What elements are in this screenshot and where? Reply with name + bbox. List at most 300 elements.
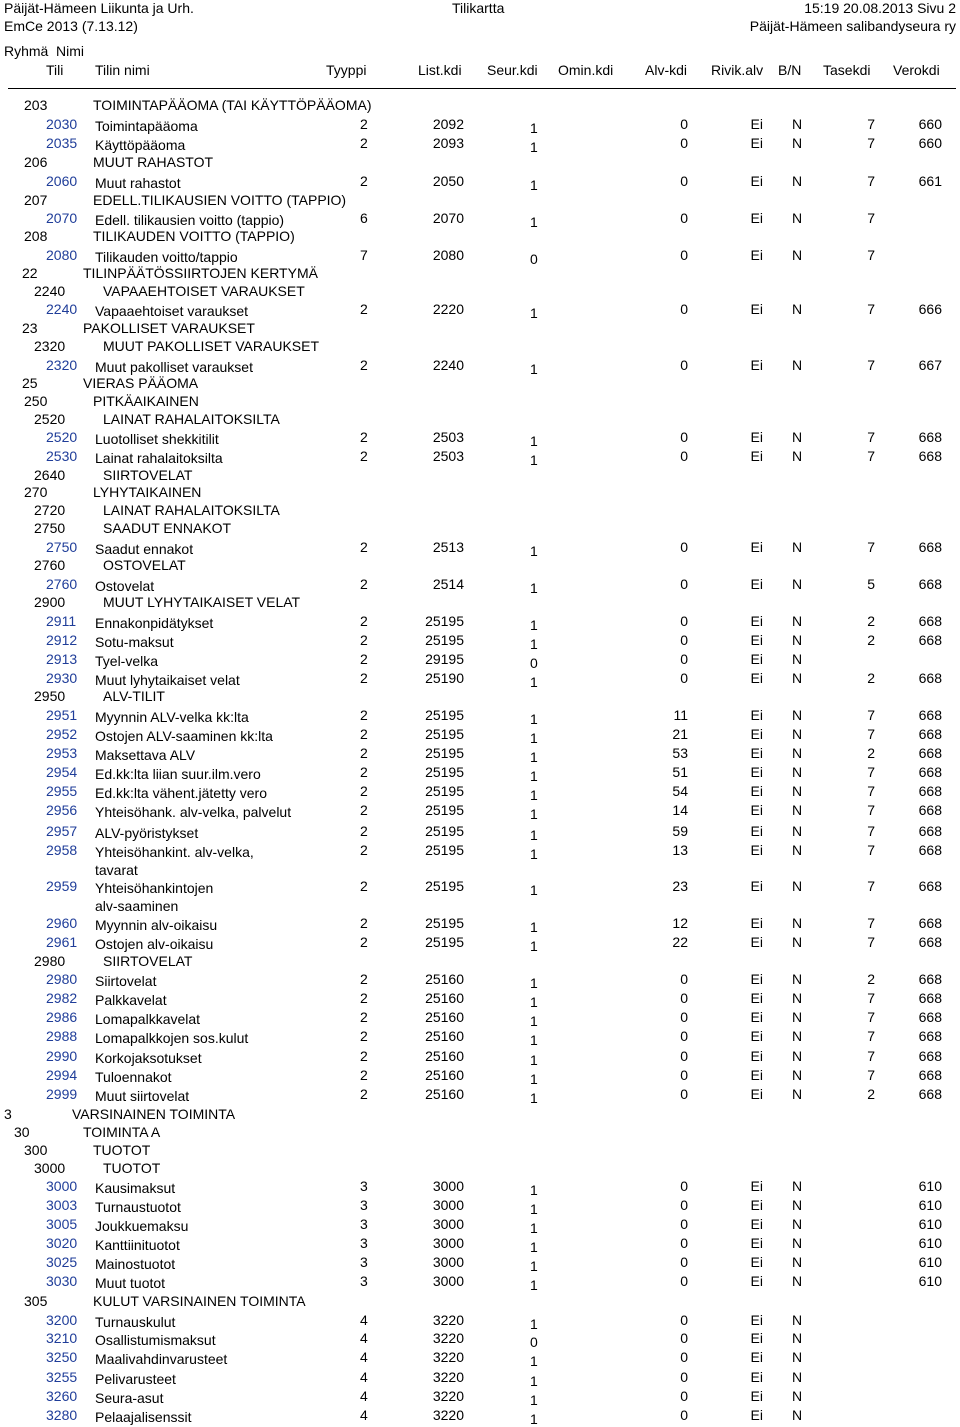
next-code: 1 bbox=[530, 1052, 538, 1068]
account-code: 2750 bbox=[46, 539, 78, 555]
account-code: 3210 bbox=[46, 1330, 78, 1346]
balance-code: 2 bbox=[867, 632, 875, 648]
account-type: 2 bbox=[360, 990, 368, 1006]
vat-code: Ei bbox=[750, 707, 763, 723]
account-type: 2 bbox=[360, 1086, 368, 1102]
bn-flag: N bbox=[792, 1407, 803, 1423]
group-row bbox=[0, 265, 960, 284]
account-type: 4 bbox=[360, 1349, 368, 1365]
own-code: 0 bbox=[680, 1369, 688, 1385]
next-code: 1 bbox=[530, 749, 538, 765]
list-code: 29195 bbox=[425, 651, 464, 667]
list-code: 25160 bbox=[425, 1086, 464, 1102]
account-row bbox=[0, 1273, 960, 1292]
next-code: 1 bbox=[530, 1220, 538, 1236]
group-code: 25 bbox=[22, 375, 38, 391]
vat-code: Ei bbox=[750, 1067, 763, 1083]
bn-flag: N bbox=[792, 1178, 803, 1194]
account-code: 2530 bbox=[46, 448, 78, 464]
bn-flag: N bbox=[792, 301, 803, 317]
group-name: TOIMINTAPÄÄOMA (TAI KÄYTTÖPÄÄOMA) bbox=[93, 97, 372, 113]
account-name: Muut lyhytaikaiset velat bbox=[95, 672, 240, 688]
account-name: Turnaustuotot bbox=[95, 1199, 181, 1215]
vat-code: Ei bbox=[750, 210, 763, 226]
group-row bbox=[0, 953, 960, 972]
next-code: 1 bbox=[530, 580, 538, 596]
account-code: 2913 bbox=[46, 651, 78, 667]
balance-code: 7 bbox=[867, 210, 875, 226]
group-name: EDELL.TILIKAUSIEN VOITTO (TAPPIO) bbox=[93, 192, 347, 208]
account-name: Edell. tilikausien voitto (tappio) bbox=[95, 212, 285, 228]
balance-code: 7 bbox=[867, 915, 875, 931]
own-code: 0 bbox=[680, 670, 688, 686]
next-code: 1 bbox=[530, 120, 538, 136]
account-name: Myynnin ALV-velka kk:lta bbox=[95, 709, 249, 725]
next-code: 1 bbox=[530, 305, 538, 321]
next-code: 1 bbox=[530, 1258, 538, 1274]
balance-code: 7 bbox=[867, 934, 875, 950]
next-code: 1 bbox=[530, 1277, 538, 1293]
account-type: 2 bbox=[360, 1067, 368, 1083]
bn-flag: N bbox=[792, 1028, 803, 1044]
bn-flag: N bbox=[792, 1086, 803, 1102]
account-name: Tyel-velka bbox=[95, 653, 159, 669]
bn-flag: N bbox=[792, 1388, 803, 1404]
col-alv-kdi: Alv-kdi bbox=[645, 62, 688, 78]
tax-code: 668 bbox=[918, 707, 942, 723]
account-row bbox=[0, 247, 960, 266]
account-type: 3 bbox=[360, 1273, 368, 1289]
vat-code: Ei bbox=[750, 823, 763, 839]
account-code: 2994 bbox=[46, 1067, 78, 1083]
own-code: 0 bbox=[680, 1048, 688, 1064]
vat-code: Ei bbox=[750, 448, 763, 464]
account-row bbox=[0, 726, 960, 745]
account-row bbox=[0, 842, 960, 878]
tax-code: 668 bbox=[918, 576, 942, 592]
group-name: SIIRTOVELAT bbox=[103, 953, 193, 969]
bn-flag: N bbox=[792, 915, 803, 931]
bn-flag: N bbox=[792, 613, 803, 629]
bn-flag: N bbox=[792, 1330, 803, 1346]
vat-code: Ei bbox=[750, 301, 763, 317]
own-code: 0 bbox=[680, 1086, 688, 1102]
account-code: 2930 bbox=[46, 670, 78, 686]
group-code: 2320 bbox=[34, 338, 66, 354]
own-code: 54 bbox=[672, 783, 688, 799]
group-code: 270 bbox=[24, 484, 48, 500]
tax-code: 610 bbox=[918, 1273, 942, 1289]
balance-code: 7 bbox=[867, 764, 875, 780]
balance-code: 7 bbox=[867, 1028, 875, 1044]
own-code: 0 bbox=[680, 1009, 688, 1025]
own-code: 59 bbox=[672, 823, 688, 839]
account-type: 2 bbox=[360, 173, 368, 189]
account-name: Muut tuotot bbox=[95, 1275, 166, 1291]
group-code: 23 bbox=[22, 320, 38, 336]
account-type: 3 bbox=[360, 1235, 368, 1251]
account-row bbox=[0, 1235, 960, 1254]
account-code: 2952 bbox=[46, 726, 78, 742]
next-code: 0 bbox=[530, 655, 538, 671]
account-type: 2 bbox=[360, 934, 368, 950]
account-type: 2 bbox=[360, 802, 368, 818]
bn-flag: N bbox=[792, 1349, 803, 1365]
account-type: 3 bbox=[360, 1197, 368, 1213]
next-code: 0 bbox=[530, 1334, 538, 1350]
account-type: 2 bbox=[360, 576, 368, 592]
vat-code: Ei bbox=[750, 429, 763, 445]
own-code: 0 bbox=[680, 539, 688, 555]
tax-code: 668 bbox=[918, 878, 942, 894]
account-row bbox=[0, 670, 960, 689]
list-code: 25195 bbox=[425, 726, 464, 742]
group-name: LAINAT RAHALAITOKSILTA bbox=[103, 411, 280, 427]
bn-flag: N bbox=[792, 1197, 803, 1213]
balance-code: 2 bbox=[867, 745, 875, 761]
account-name: Muut pakolliset varaukset bbox=[95, 359, 253, 375]
vat-code: Ei bbox=[750, 1028, 763, 1044]
own-code: 0 bbox=[680, 210, 688, 226]
next-code: 1 bbox=[530, 543, 538, 559]
account-type: 2 bbox=[360, 116, 368, 132]
account-code: 2912 bbox=[46, 632, 78, 648]
own-code: 0 bbox=[680, 632, 688, 648]
list-code: 3220 bbox=[432, 1312, 464, 1328]
account-name: Luotolliset shekkitilit bbox=[95, 431, 219, 447]
organization-name: Päijät-Hämeen Liikunta ja Urh. bbox=[4, 0, 194, 16]
next-code: 1 bbox=[530, 846, 538, 862]
own-code: 0 bbox=[680, 1178, 688, 1194]
account-code: 2035 bbox=[46, 135, 78, 151]
own-code: 22 bbox=[672, 934, 688, 950]
bn-flag: N bbox=[792, 173, 803, 189]
balance-code: 2 bbox=[867, 1086, 875, 1102]
list-code: 3000 bbox=[432, 1254, 464, 1270]
group-name: SAADUT ENNAKOT bbox=[103, 520, 232, 536]
software-version: EmCe 2013 (7.13.12) bbox=[4, 18, 138, 34]
tax-code: 668 bbox=[918, 783, 942, 799]
bn-flag: N bbox=[792, 670, 803, 686]
bn-flag: N bbox=[792, 632, 803, 648]
tax-code: 668 bbox=[918, 632, 942, 648]
account-code: 2030 bbox=[46, 116, 78, 132]
account-type: 4 bbox=[360, 1312, 368, 1328]
account-row bbox=[0, 1197, 960, 1216]
account-type: 2 bbox=[360, 301, 368, 317]
balance-code: 7 bbox=[867, 707, 875, 723]
group-code: 3 bbox=[4, 1106, 12, 1122]
group-name: MUUT PAKOLLISET VARAUKSET bbox=[103, 338, 320, 354]
group-row bbox=[0, 393, 960, 412]
list-code: 2513 bbox=[432, 539, 464, 555]
account-name: Lomapalkkavelat bbox=[95, 1011, 201, 1027]
account-code: 2955 bbox=[46, 783, 78, 799]
balance-code: 7 bbox=[867, 429, 875, 445]
list-code: 2093 bbox=[432, 135, 464, 151]
account-code: 2959 bbox=[46, 878, 78, 894]
account-code: 2240 bbox=[46, 301, 78, 317]
account-code: 2982 bbox=[46, 990, 78, 1006]
account-name: Yhteisöhank. alv-velka, palvelut bbox=[95, 804, 292, 820]
list-code: 25160 bbox=[425, 990, 464, 1006]
own-code: 0 bbox=[680, 1254, 688, 1270]
list-code: 2514 bbox=[432, 576, 464, 592]
account-code: 2080 bbox=[46, 247, 78, 263]
list-code: 2080 bbox=[432, 247, 464, 263]
balance-code: 7 bbox=[867, 539, 875, 555]
own-code: 0 bbox=[680, 429, 688, 445]
own-code: 0 bbox=[680, 135, 688, 151]
account-type: 3 bbox=[360, 1178, 368, 1194]
bn-flag: N bbox=[792, 539, 803, 555]
account-code: 2986 bbox=[46, 1009, 78, 1025]
own-code: 0 bbox=[680, 1216, 688, 1232]
tax-code: 668 bbox=[918, 745, 942, 761]
own-code: 0 bbox=[680, 1407, 688, 1423]
tax-code: 610 bbox=[918, 1216, 942, 1232]
next-code: 1 bbox=[530, 938, 538, 954]
group-code: 2520 bbox=[34, 411, 66, 427]
next-code: 1 bbox=[530, 768, 538, 784]
tax-code: 668 bbox=[918, 1048, 942, 1064]
account-code: 3000 bbox=[46, 1178, 78, 1194]
next-code: 1 bbox=[530, 730, 538, 746]
balance-code: 7 bbox=[867, 357, 875, 373]
tax-code: 668 bbox=[918, 990, 942, 1006]
own-code: 0 bbox=[680, 301, 688, 317]
next-code: 1 bbox=[530, 711, 538, 727]
col-tilin-nimi: Tilin nimi bbox=[95, 62, 150, 78]
next-code: 1 bbox=[530, 1032, 538, 1048]
group-label: Ryhmä bbox=[4, 43, 49, 59]
account-type: 2 bbox=[360, 823, 368, 839]
account-type: 2 bbox=[360, 971, 368, 987]
tax-code: 668 bbox=[918, 670, 942, 686]
account-name: Muut rahastot bbox=[95, 175, 181, 191]
vat-code: Ei bbox=[750, 1235, 763, 1251]
next-code: 1 bbox=[530, 674, 538, 690]
bn-flag: N bbox=[792, 1254, 803, 1270]
next-code: 1 bbox=[530, 882, 538, 898]
account-code: 3030 bbox=[46, 1273, 78, 1289]
account-type: 2 bbox=[360, 764, 368, 780]
own-code: 11 bbox=[673, 707, 688, 723]
tax-code: 660 bbox=[918, 116, 942, 132]
vat-code: Ei bbox=[750, 726, 763, 742]
account-row bbox=[0, 173, 960, 192]
col-verokdi: Verokdi bbox=[893, 62, 940, 78]
group-name: TILINPÄÄTÖSSIIRTOJEN KERTYMÄ bbox=[83, 265, 318, 281]
account-row bbox=[0, 1330, 960, 1349]
account-type: 2 bbox=[360, 726, 368, 742]
group-code: 203 bbox=[24, 97, 48, 113]
next-code: 1 bbox=[530, 1201, 538, 1217]
list-code: 3000 bbox=[432, 1178, 464, 1194]
own-code: 0 bbox=[680, 247, 688, 263]
own-code: 0 bbox=[680, 1197, 688, 1213]
group-code: 22 bbox=[22, 265, 38, 281]
group-name: VIERAS PÄÄOMA bbox=[83, 375, 199, 391]
group-row bbox=[0, 228, 960, 247]
own-code: 14 bbox=[672, 802, 688, 818]
vat-code: Ei bbox=[750, 1197, 763, 1213]
next-code: 1 bbox=[530, 1392, 538, 1408]
group-code: 2760 bbox=[34, 557, 66, 573]
account-type: 2 bbox=[360, 632, 368, 648]
account-row bbox=[0, 802, 960, 821]
account-type: 2 bbox=[360, 1028, 368, 1044]
account-name: Kanttiinituotot bbox=[95, 1237, 180, 1253]
account-type: 3 bbox=[360, 1254, 368, 1270]
account-name: Yhteisöhankintojen bbox=[95, 880, 214, 896]
list-code: 2092 bbox=[432, 116, 464, 132]
list-code: 3220 bbox=[432, 1349, 464, 1365]
own-code: 53 bbox=[672, 745, 688, 761]
account-name-cont: tavarat bbox=[95, 862, 138, 878]
account-name: Ed.kk:lta liian suur.ilm.vero bbox=[95, 766, 261, 782]
account-name: Palkkavelat bbox=[95, 992, 167, 1008]
account-code: 3280 bbox=[46, 1407, 78, 1423]
vat-code: Ei bbox=[750, 1388, 763, 1404]
account-name: Maksettava ALV bbox=[95, 747, 196, 763]
account-name: Lainat rahalaitoksilta bbox=[95, 450, 223, 466]
vat-code: Ei bbox=[750, 357, 763, 373]
list-code: 25195 bbox=[425, 878, 464, 894]
account-type: 2 bbox=[360, 745, 368, 761]
account-code: 2960 bbox=[46, 915, 78, 931]
account-row bbox=[0, 1028, 960, 1047]
balance-code: 2 bbox=[867, 613, 875, 629]
account-type: 7 bbox=[360, 247, 368, 263]
vat-code: Ei bbox=[750, 764, 763, 780]
group-row bbox=[0, 192, 960, 211]
account-name: Osallistumismaksut bbox=[95, 1332, 216, 1348]
vat-code: Ei bbox=[750, 1369, 763, 1385]
vat-code: Ei bbox=[750, 173, 763, 189]
account-name: Myynnin alv-oikaisu bbox=[95, 917, 218, 933]
account-row bbox=[0, 1048, 960, 1067]
bn-flag: N bbox=[792, 1009, 803, 1025]
datetime-page: 15:19 20.08.2013 Sivu 2 bbox=[804, 0, 956, 16]
account-code: 3250 bbox=[46, 1349, 78, 1365]
bn-flag: N bbox=[792, 990, 803, 1006]
tax-code: 666 bbox=[918, 301, 942, 317]
tax-code: 610 bbox=[918, 1235, 942, 1251]
own-code: 12 bbox=[672, 915, 688, 931]
vat-code: Ei bbox=[750, 934, 763, 950]
account-type: 2 bbox=[360, 878, 368, 894]
next-code: 1 bbox=[530, 827, 538, 843]
account-code: 2988 bbox=[46, 1028, 78, 1044]
group-code: 206 bbox=[24, 154, 48, 170]
bn-flag: N bbox=[792, 1048, 803, 1064]
account-row bbox=[0, 1216, 960, 1235]
name-label: Nimi bbox=[56, 43, 84, 59]
group-row bbox=[0, 520, 960, 539]
group-row bbox=[0, 1142, 960, 1161]
account-name: Ed.kk:lta vähent.jätetty vero bbox=[95, 785, 267, 801]
vat-code: Ei bbox=[750, 1048, 763, 1064]
next-code: 1 bbox=[530, 806, 538, 822]
bn-flag: N bbox=[792, 783, 803, 799]
own-code: 0 bbox=[680, 1330, 688, 1346]
bn-flag: N bbox=[792, 934, 803, 950]
group-row bbox=[0, 154, 960, 173]
next-code: 1 bbox=[530, 994, 538, 1010]
group-name: ALV-TILIT bbox=[103, 688, 165, 704]
tax-code: 668 bbox=[918, 448, 942, 464]
group-name: KULUT VARSINAINEN TOIMINTA bbox=[93, 1293, 306, 1309]
account-name: Tuloennakot bbox=[95, 1069, 172, 1085]
group-code: 2950 bbox=[34, 688, 66, 704]
group-code: 2900 bbox=[34, 594, 66, 610]
vat-code: Ei bbox=[750, 1086, 763, 1102]
col-rivik-alv: Rivik.alv bbox=[711, 62, 764, 78]
own-code: 0 bbox=[680, 971, 688, 987]
group-row bbox=[0, 1124, 960, 1143]
next-code: 1 bbox=[530, 975, 538, 991]
group-name: SIIRTOVELAT bbox=[103, 467, 193, 483]
group-row bbox=[0, 688, 960, 707]
own-code: 0 bbox=[680, 576, 688, 592]
account-row bbox=[0, 448, 960, 467]
group-row bbox=[0, 594, 960, 613]
account-row bbox=[0, 632, 960, 651]
account-type: 2 bbox=[360, 707, 368, 723]
account-code: 2520 bbox=[46, 429, 78, 445]
bn-flag: N bbox=[792, 1067, 803, 1083]
vat-code: Ei bbox=[750, 878, 763, 894]
balance-code: 7 bbox=[867, 135, 875, 151]
tax-code: 610 bbox=[918, 1254, 942, 1270]
account-row bbox=[0, 301, 960, 320]
account-row bbox=[0, 1009, 960, 1028]
tax-code: 668 bbox=[918, 429, 942, 445]
account-row bbox=[0, 783, 960, 802]
account-code: 2990 bbox=[46, 1048, 78, 1064]
group-code: 2750 bbox=[34, 520, 66, 536]
account-name: Ostojen alv-oikaisu bbox=[95, 936, 214, 952]
group-name: PITKÄAIKAINEN bbox=[93, 393, 199, 409]
bn-flag: N bbox=[792, 247, 803, 263]
tax-code: 668 bbox=[918, 764, 942, 780]
account-code: 2911 bbox=[46, 613, 77, 629]
group-name: TUOTOT bbox=[93, 1142, 151, 1158]
bn-flag: N bbox=[792, 116, 803, 132]
bn-flag: N bbox=[792, 726, 803, 742]
account-name: Pelaajalisenssit bbox=[95, 1409, 192, 1425]
account-name: Saadut ennakot bbox=[95, 541, 194, 557]
group-row bbox=[0, 1293, 960, 1312]
tax-code: 668 bbox=[918, 971, 942, 987]
own-code: 0 bbox=[680, 116, 688, 132]
tax-code: 668 bbox=[918, 1086, 942, 1102]
account-row bbox=[0, 576, 960, 595]
account-code: 3200 bbox=[46, 1312, 78, 1328]
tax-code: 610 bbox=[918, 1178, 942, 1194]
tax-code: 668 bbox=[918, 726, 942, 742]
group-code: 250 bbox=[24, 393, 48, 409]
col-omin-kdi: Omin.kdi bbox=[558, 62, 614, 78]
group-row bbox=[0, 411, 960, 430]
account-name: Ostovelat bbox=[95, 578, 155, 594]
account-type: 2 bbox=[360, 135, 368, 151]
next-code: 1 bbox=[530, 1071, 538, 1087]
account-row bbox=[0, 651, 960, 670]
balance-code: 7 bbox=[867, 823, 875, 839]
group-row bbox=[0, 320, 960, 339]
